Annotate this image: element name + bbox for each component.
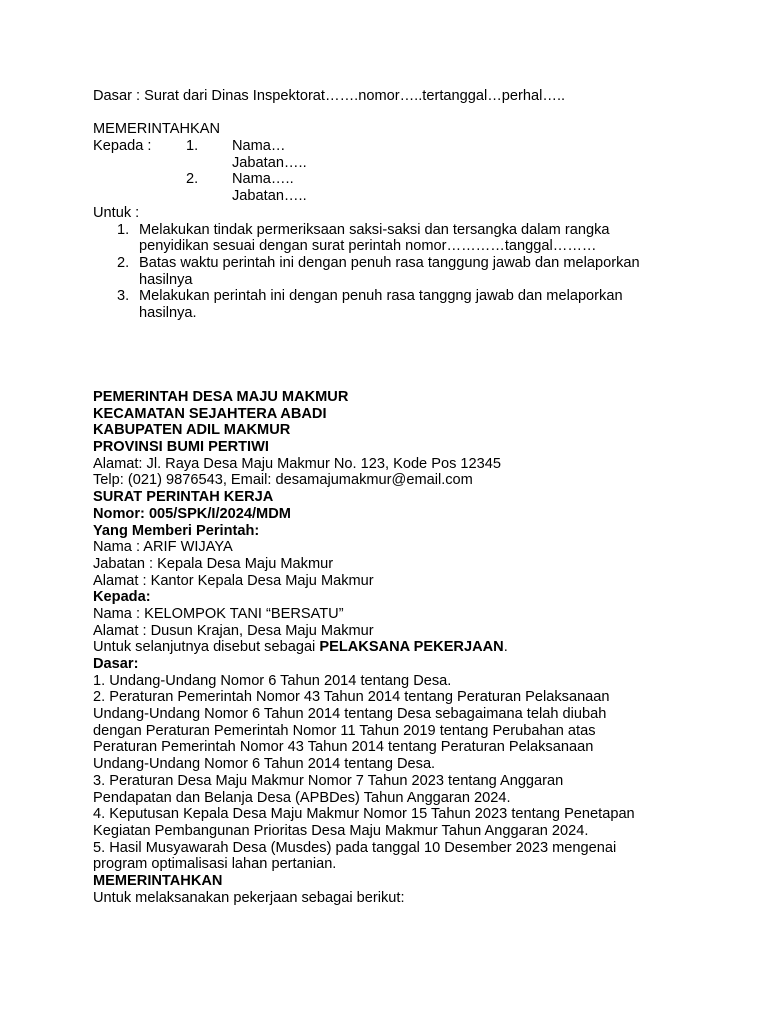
kepada-label: Kepada: [93, 589, 151, 606]
pemberi-alamat: Alamat : Kantor Kepala Desa Maju Makmur [93, 572, 374, 589]
memerintahkan-heading: MEMERINTAHKAN [93, 121, 221, 138]
header-provinsi: PROVINSI BUMI PERTIWI [93, 439, 269, 456]
kepada-alamat: Alamat : Dusun Krajan, Desa Maju Makmur [93, 622, 374, 639]
pemberi-label: Yang Memberi Perintah: [93, 522, 260, 539]
dasar-line: Pendapatan dan Belanja Desa (APBDes) Tahun Anggaran 2024. [93, 789, 511, 806]
recipient-jabatan: Jabatan….. [232, 188, 307, 205]
recipient-number: 1. [186, 138, 199, 155]
kepada-nama: Nama : KELOMPOK TANI “BERSATU” [93, 605, 344, 622]
untuk-line: Untuk melaksanakan pekerjaan sebagai berikut: [93, 889, 405, 906]
untuk-label: Untuk : [93, 204, 140, 221]
list-item [93, 288, 679, 321]
recipient-jabatan: Jabatan….. [232, 154, 307, 171]
sebutan-bold: PELAKSANA PEKERJAAN [319, 639, 504, 656]
dasar-line: 2. Peraturan Pemerintah Nomor 43 Tahun 2014 tentang Peraturan Pelaksanaan [93, 689, 610, 706]
top-section [93, 88, 683, 322]
contact-line: Telp: (021) 9876543, Email: desamajumakmur@email.com [93, 472, 473, 489]
kepada-label: Kepada : [93, 138, 152, 155]
dasar-line: 4. Keputusan Kepala Desa Maju Makmur Nomor 15 Tahun 2023 tentang Penetapan [93, 806, 635, 823]
list-text: Melakukan tindak permeriksaan saksi-saksi dan tersangka dalam rangka penyidikan sesuai dengan surat perintah nomor…………tanggal……… [139, 221, 610, 255]
recipient-2-name-row [93, 171, 683, 188]
list-text: Melakukan perintah ini dengan penuh rasa tanggng jawab dan melaporkan hasilnya. [139, 288, 623, 322]
memerintahkan-heading: MEMERINTAHKAN [93, 872, 223, 889]
dasar-line: Undang-Undang Nomor 6 Tahun 2014 tentang Desa sebagaimana telah diubah [93, 706, 607, 723]
list-text: Batas waktu perintah ini dengan penuh rasa tanggung jawab dan melaporkan hasilnya [139, 254, 640, 288]
pemberi-jabatan: Jabatan : Kepala Desa Maju Makmur [93, 555, 334, 572]
list-number: 1. [117, 221, 130, 238]
dasar-line: 1. Undang-Undang Nomor 6 Tahun 2014 tentang Desa. [93, 672, 452, 689]
list-number: 2. [117, 254, 130, 271]
address-line: Alamat: Jl. Raya Desa Maju Makmur No. 123, Kode Pos 12345 [93, 455, 502, 472]
dasar-line: program optimalisasi lahan pertanian. [93, 856, 337, 873]
header-kecamatan: KECAMATAN SEJAHTERA ABADI [93, 405, 327, 422]
letter-section [93, 389, 683, 906]
dasar-label: Dasar: [93, 656, 139, 672]
dasar-line: dengan Peraturan Pemerintah Nomor 11 Tahun 2019 tentang Perubahan atas [93, 722, 596, 739]
dasar-line: Peraturan Pemerintah Nomor 43 Tahun 2014 tentang Peraturan Pelaksanaan [93, 739, 594, 756]
sebutan-line [93, 639, 683, 656]
recipient-number: 2. [186, 171, 199, 188]
list-item [93, 255, 679, 288]
list-item [93, 222, 679, 255]
dasar-line: Dasar : Surat dari Dinas Inspektorat…….nomor…..tertanggal…perhal….. [93, 88, 566, 104]
pemberi-nama: Nama : ARIF WIJAYA [93, 539, 233, 556]
sebutan-suffix: . [503, 639, 508, 656]
dasar-line: Kegiatan Pembangunan Prioritas Desa Maju Makmur Tahun Anggaran 2024. [93, 822, 589, 839]
recipient-1-jabatan-row [93, 155, 683, 172]
dasar-line: 3. Peraturan Desa Maju Makmur Nomor 7 Tahun 2023 tentang Anggaran [93, 772, 564, 789]
dasar-line: 5. Hasil Musyawarah Desa (Musdes) pada tanggal 10 Desember 2023 mengenai [93, 839, 617, 856]
list-number: 3. [117, 288, 130, 305]
sebutan-prefix: Untuk selanjutnya disebut sebagai [93, 639, 320, 656]
recipient-name: Nama….. [232, 171, 294, 188]
recipient-1-name-row [93, 138, 683, 155]
recipient-2-jabatan-row [93, 188, 683, 205]
recipient-name: Nama… [232, 138, 286, 155]
dasar-line: Undang-Undang Nomor 6 Tahun 2014 tentang Desa. [93, 756, 436, 773]
header-kabupaten: KABUPATEN ADIL MAKMUR [93, 422, 291, 439]
letter-number: Nomor: 005/SPK/I/2024/MDM [93, 505, 291, 522]
header-government: PEMERINTAH DESA MAJU MAKMUR [93, 389, 349, 405]
letter-title: SURAT PERINTAH KERJA [93, 489, 274, 506]
